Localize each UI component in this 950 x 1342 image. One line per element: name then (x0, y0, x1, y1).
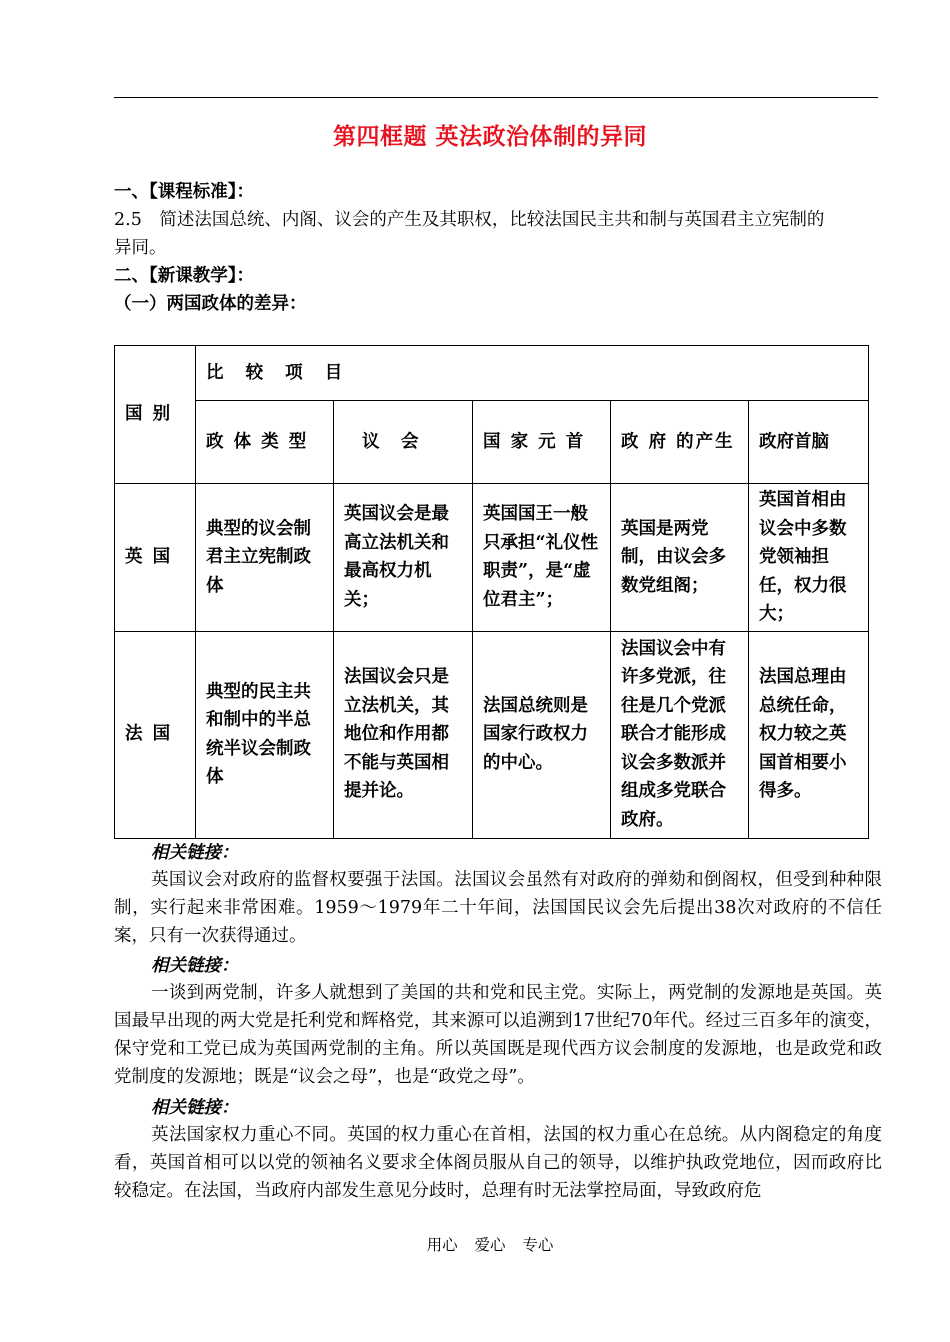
column-header-head-of-government: 政府首脑 (749, 401, 869, 484)
uk-system-type: 典型的议会制君主立宪制政体 (196, 484, 334, 632)
row-country-france: 法 国 (115, 631, 196, 838)
france-head-of-state: 法国总统则是国家行政权力的中心。 (473, 631, 611, 838)
uk-government-formation: 英国是两党制，由议会多数党组阁； (611, 484, 749, 632)
column-header-head-of-state: 国 家 元 首 (473, 401, 611, 484)
france-head-of-government: 法国总理由总统任命，权力较之英国首相要小得多。 (749, 631, 869, 838)
compare-header: 比 较 项 目 (196, 346, 869, 401)
related-link-label-3: 相关链接： (151, 1098, 239, 1118)
country-header: 国 别 (115, 346, 196, 484)
related-link-text-3: 英法国家权力重心不同。英国的权力重心在首相，法国的权力重心在总统。从内阁稳定的角度看，英国首相可以以党的领袖名义要求全体阁员服从自己的领导，以维护执政党地位，因而政府比较稳定。在法国，当政府内部发生意见分歧时，总理有时无法掌控局面，导致政府危 (114, 1125, 882, 1201)
page-title: 第四框题 英法政治体制的异同 (332, 123, 647, 150)
row-country-uk: 英 国 (115, 484, 196, 632)
section-heading-teaching: 二、【新课教学】： (114, 266, 254, 286)
related-link-label-1: 相关链接： (151, 843, 239, 863)
france-system-type: 典型的民主共和制中的半总统半议会制政体 (196, 631, 334, 838)
page-footer: 用心 爱心 专心 (426, 1236, 554, 1254)
france-government-formation: 法国议会中有许多党派，往往是几个党派联合才能形成议会多数派并组成多党联合政府。 (611, 631, 749, 838)
section-heading-standard: 一、【课程标准】： (114, 182, 254, 202)
comparison-table (114, 345, 869, 839)
related-link-text-2: 一谈到两党制，许多人就想到了美国的共和党和民主党。实际上，两党制的发源地是英国。英国最早出现的两大党是托利党和辉格党，其来源可以追溯到17世纪70年代。经过三百多年的演变，保守党和工党已成为英国两党制的主角。所以英国既是现代西方议会制度的发源地，也是政党和政党制度的发源地；既是“议会之母”，也是“政党之母”。 (114, 983, 882, 1087)
standard-text-line-1: 2.5 简述法国总统、内阁、议会的产生及其职权，比较法国民主共和制与英国君主立宪制的 (114, 210, 825, 230)
uk-head-of-state: 英国国王一般只承担“礼仪性职责”，是“虚位君主”； (473, 484, 611, 632)
column-header-government-formation: 政 府 的产生 (611, 401, 749, 484)
subsection-heading: （一）两国政体的差异： (114, 294, 307, 314)
header-rule (114, 97, 878, 98)
column-header-parliament: 议 会 (334, 401, 473, 484)
standard-text-line-2: 异同。 (114, 238, 167, 258)
column-header-system-type: 政 体 类 型 (196, 401, 334, 484)
france-parliament: 法国议会只是立法机关，其地位和作用都不能与英国相提并论。 (334, 631, 473, 838)
uk-parliament: 英国议会是最高立法机关和最高权力机关； (334, 484, 473, 632)
related-link-label-2: 相关链接： (151, 956, 239, 976)
uk-head-of-government: 英国首相由议会中多数党领袖担任，权力很大； (749, 484, 869, 632)
related-link-text-1: 英国议会对政府的监督权要强于法国。法国议会虽然有对政府的弹劾和倒阁权，但受到种种限制，实行起来非常困难。1959～1979年二十年间，法国国民议会先后提出38次对政府的不信任案，只有一次获得通过。 (114, 870, 882, 946)
